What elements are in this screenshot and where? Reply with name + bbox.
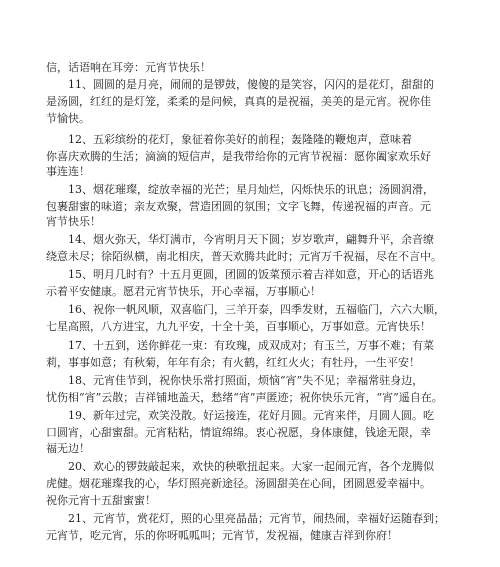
text-line: 虎健。烟花璀璨我的心，华灯照亮新途径。汤圆甜美在心间，团圆恩爱幸福中。	[46, 477, 431, 490]
text-line: 元宵节，吃元宵，乐的你呀呱呱叫；元宵节，发祝福，健康吉祥到你府！	[46, 529, 398, 542]
text-line: 19、新年过完，欢笑没散。好运接连，花好月圆。元宵来伴，月圆人圆。吃	[68, 409, 434, 422]
text-line: 包裹甜蜜的味道；亲友欢聚，营造团圆的氛围；文字飞舞，传递祝福的声音。元	[46, 200, 431, 213]
text-line: 是汤圆，红红的是灯笼，柔柔的是问候，真真的是祝福，美美的是元宵。祝你佳	[46, 95, 431, 108]
text-line: 20、欢心的锣鼓敲起来，欢快的秧歌扭起来。大家一起闹元宵，各个龙腾似	[68, 460, 434, 473]
text-line: 你喜庆欢腾的生活；滴滴的短信声，是我带给你的元宵节祝福：愿你阖家欢乐好	[46, 150, 431, 163]
text-line: 15、明月几时有？十五月更圆，团圆的饭菜预示着吉祥如意，开心的话语兆	[68, 268, 434, 281]
text-line: 示着平安健康。愿君元宵节快乐，开心幸福，万事顺心！	[46, 285, 321, 298]
text-line: 12、五彩缤纷的花灯，象征着你美好的前程；轰隆隆的鞭炮声，意味着	[68, 133, 412, 146]
text-line: 福无边！	[46, 442, 90, 455]
text-line: 14、烟火弥天，华灯满市，今宵明月天下圆；岁岁歌声，翩舞升平，余音缭	[68, 233, 434, 246]
text-line: 17、十五到，送你鲜花一束：有玫瑰，成双成对；有玉兰，万事不难；有菜	[68, 339, 434, 352]
text-line: 11、圆圆的是月亮，闹闹的是锣鼓，傻傻的是笑容，闪闪的是花灯，甜甜的	[68, 78, 434, 91]
text-line: 事连连！	[46, 165, 90, 178]
text-line: 祝你元宵十五甜蜜蜜！	[46, 494, 156, 507]
text-line: 21、元宵节，赏花灯，照的心里亮晶晶；元宵节，闹热闹，幸福好运随春到；	[68, 512, 445, 525]
text-line: 口圆宵，心甜蜜甜。元宵粘粘，情谊绵绵。衷心祝愿，身体康健，钱途无限，幸	[46, 426, 431, 439]
text-line: 莉，事事如意；有秋菊，年年有余；有火鹤，红红火火；有牡丹，一生平安！	[46, 356, 420, 369]
text-line: 宵节快乐！	[46, 215, 101, 228]
text-line: 节愉快。	[46, 112, 90, 125]
text-line: 信，话语响在耳旁：元宵节快乐！	[46, 61, 211, 74]
text-line: 13、烟花璀璨，绽放幸福的光芒；星月灿烂，闪烁快乐的讯息；汤圆润滑，	[68, 183, 434, 196]
text-line: 七星高照，八方进宝，九九平安，十全十美，百事顺心，万事如意。元宵快乐！	[46, 320, 431, 333]
text-line: 绕意未尽；徐陌纵横，南北相庆，普天欢腾共此时；元宵万千祝福，尽在不言中。	[46, 250, 442, 263]
text-line: 忧伤相“宵”云散；吉祥铺地盖天，愁绪“宵”声匿迹；祝你快乐元宵，“宵”遥自在。	[46, 391, 443, 404]
text-line: 16、祝你一帆风顺，双喜临门，三羊开泰，四季发财，五福临门，六六大顺，	[68, 303, 445, 316]
text-line: 18、元宵佳节到，祝你快乐常打照面，烦恼“宵”失不见；幸福常驻身边，	[68, 374, 424, 387]
